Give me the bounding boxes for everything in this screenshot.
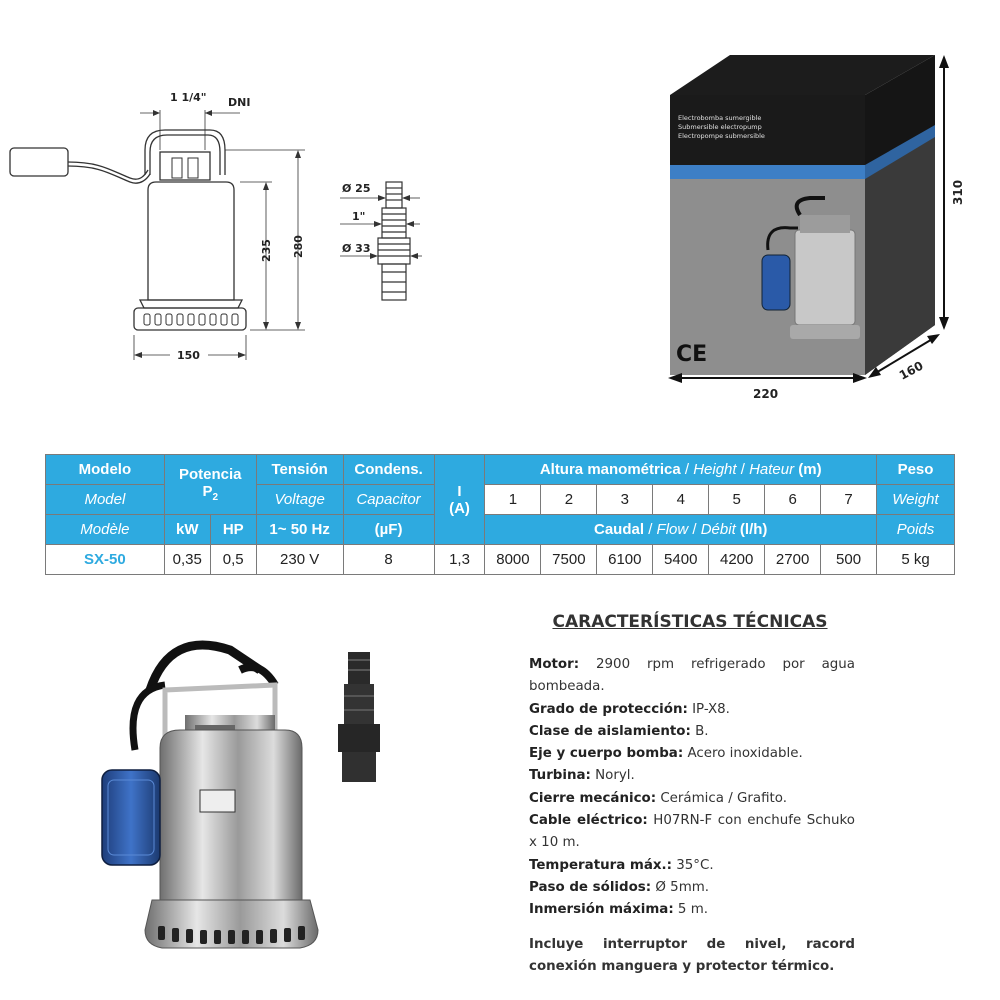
spec-value-seal: Cerámica / Grafito. <box>656 790 787 806</box>
technical-specs <box>529 612 855 978</box>
header-model-en: Model <box>46 485 165 515</box>
header-current <box>434 455 485 545</box>
packaging-box-illustration <box>640 40 970 420</box>
hose-connector-image <box>338 652 380 782</box>
header-voltage-es: Tensión <box>256 455 343 485</box>
header-power <box>164 455 256 515</box>
diameter-25-label: Ø 25 <box>342 182 371 195</box>
header-flow-fr: Débit <box>700 521 736 538</box>
float-switch-icon <box>10 148 68 176</box>
model-value: SX-50 <box>46 545 165 575</box>
box-label-es: Electrobomba sumergible <box>678 114 762 122</box>
table-row <box>46 545 955 575</box>
header-model-fr: Modèle <box>46 515 165 545</box>
spec-label-temperature: Temperatura máx.: <box>529 857 672 873</box>
height-cell: 2 <box>541 485 597 515</box>
flow-value: 5400 <box>653 545 709 575</box>
spec-table <box>45 454 955 575</box>
header-power-symbol: P <box>202 483 213 500</box>
box-depth-label: 160 <box>896 358 926 383</box>
dni-label: DNI <box>228 96 251 109</box>
header-head-unit: (m) <box>798 461 822 478</box>
spec-label-cable: Cable eléctrico: <box>529 813 648 829</box>
specs-list <box>529 654 855 922</box>
header-flow <box>485 515 877 545</box>
header-weight-en: Weight <box>876 485 954 515</box>
height-cell: 5 <box>709 485 765 515</box>
spec-label-protection: Grado de protección: <box>529 701 688 717</box>
current-value: 1,3 <box>434 545 485 575</box>
spec-value-cable: H07RN-F con enchufe Schuko x 10 m. <box>529 813 855 851</box>
capacitor-value: 8 <box>343 545 434 575</box>
header-power-sub: 2 <box>212 492 219 503</box>
spec-value-immersion: 5 m. <box>673 902 709 918</box>
header-head <box>485 455 877 485</box>
header-capacitor-unit: (µF) <box>343 515 434 545</box>
product-photo <box>90 630 410 980</box>
header-flow-en: Flow <box>656 521 689 538</box>
spec-value-solids: Ø 5mm. <box>651 879 710 895</box>
height-cell: 3 <box>597 485 653 515</box>
header-head-en: Height <box>693 461 737 478</box>
spec-label-motor: Motor: <box>529 657 580 672</box>
header-capacitor-es: Condens. <box>343 455 434 485</box>
box-label-fr: Electropompe submersible <box>678 132 765 140</box>
kw-value: 0,35 <box>164 545 210 575</box>
weight-value: 5 kg <box>876 545 954 575</box>
height-cell: 6 <box>765 485 821 515</box>
thread-1-inch-label: 1" <box>352 210 366 223</box>
slash: / <box>648 521 653 538</box>
header-current-symbol: I <box>457 482 462 500</box>
header-kw: kW <box>164 515 210 545</box>
header-hp: HP <box>210 515 256 545</box>
flow-value: 6100 <box>597 545 653 575</box>
header-capacitor-en: Capacitor <box>343 485 434 515</box>
voltage-value: 230 V <box>256 545 343 575</box>
header-weight-es: Peso <box>876 455 954 485</box>
float-switch-icon <box>102 770 160 865</box>
technical-drawing <box>0 60 460 380</box>
slash: / <box>692 521 697 538</box>
header-flow-es: Caudal <box>594 521 645 538</box>
hp-value: 0,5 <box>210 545 256 575</box>
pump-dimension-drawing <box>0 60 460 380</box>
flow-value: 4200 <box>709 545 765 575</box>
includes-note: Incluye interruptor de nivel, racord conexión manguera y protector térmico. <box>529 936 855 974</box>
header-head-es: Altura manométrica <box>539 461 681 478</box>
spec-value-temperature: 35°C. <box>672 857 714 873</box>
slash: / <box>684 461 690 478</box>
height-235-label: 235 <box>260 239 273 262</box>
header-weight-fr: Poids <box>876 515 954 545</box>
spec-label-shaft: Eje y cuerpo bomba: <box>529 746 684 762</box>
header-voltage-en: Voltage <box>256 485 343 515</box>
height-280-label: 280 <box>292 235 305 258</box>
height-cell: 7 <box>821 485 877 515</box>
header-power-title: Potencia <box>178 466 242 483</box>
hose-connector-drawing <box>378 182 410 300</box>
header-head-fr: Hateur <box>749 461 795 478</box>
header-current-unit: (A) <box>449 499 470 517</box>
spec-label-seal: Cierre mecánico: <box>529 790 657 806</box>
ce-mark: CE <box>676 342 708 367</box>
width-150-label: 150 <box>177 349 200 362</box>
spec-value-motor: 2900 rpm refrigerado por agua bombeada. <box>529 657 855 695</box>
diameter-33-label: Ø 33 <box>342 242 371 255</box>
specs-title: CARACTERÍSTICAS TÉCNICAS <box>552 612 828 632</box>
pump-product-image <box>90 630 410 980</box>
flow-value: 2700 <box>765 545 821 575</box>
flow-value: 8000 <box>485 545 541 575</box>
header-model-es: Modelo <box>46 455 165 485</box>
box-label-en: Submersible electropump <box>678 123 762 131</box>
header-flow-unit: (l/h) <box>739 521 768 538</box>
spec-label-impeller: Turbina: <box>529 768 591 784</box>
pump-body-outline <box>148 182 234 300</box>
header-frequency: 1~ 50 Hz <box>256 515 343 545</box>
slash: / <box>740 461 745 478</box>
height-cell: 1 <box>485 485 541 515</box>
flow-value: 7500 <box>541 545 597 575</box>
box-width-label: 220 <box>753 387 779 401</box>
spec-label-solids: Paso de sólidos: <box>529 879 652 895</box>
packaging-box <box>640 40 970 420</box>
spec-value-insulation: B. <box>690 723 709 739</box>
spec-label-insulation: Clase de aislamiento: <box>529 723 691 739</box>
inlet-dimension-label: 1 1/4" <box>170 91 207 104</box>
box-height-label: 310 <box>951 179 965 205</box>
flow-value: 500 <box>821 545 877 575</box>
spec-value-protection: IP-X8. <box>687 701 730 717</box>
height-cell: 4 <box>653 485 709 515</box>
spec-value-shaft: Acero inoxidable. <box>683 746 803 762</box>
spec-value-impeller: Noryl. <box>590 768 635 784</box>
spec-label-immersion: Inmersión máxima: <box>529 902 674 918</box>
